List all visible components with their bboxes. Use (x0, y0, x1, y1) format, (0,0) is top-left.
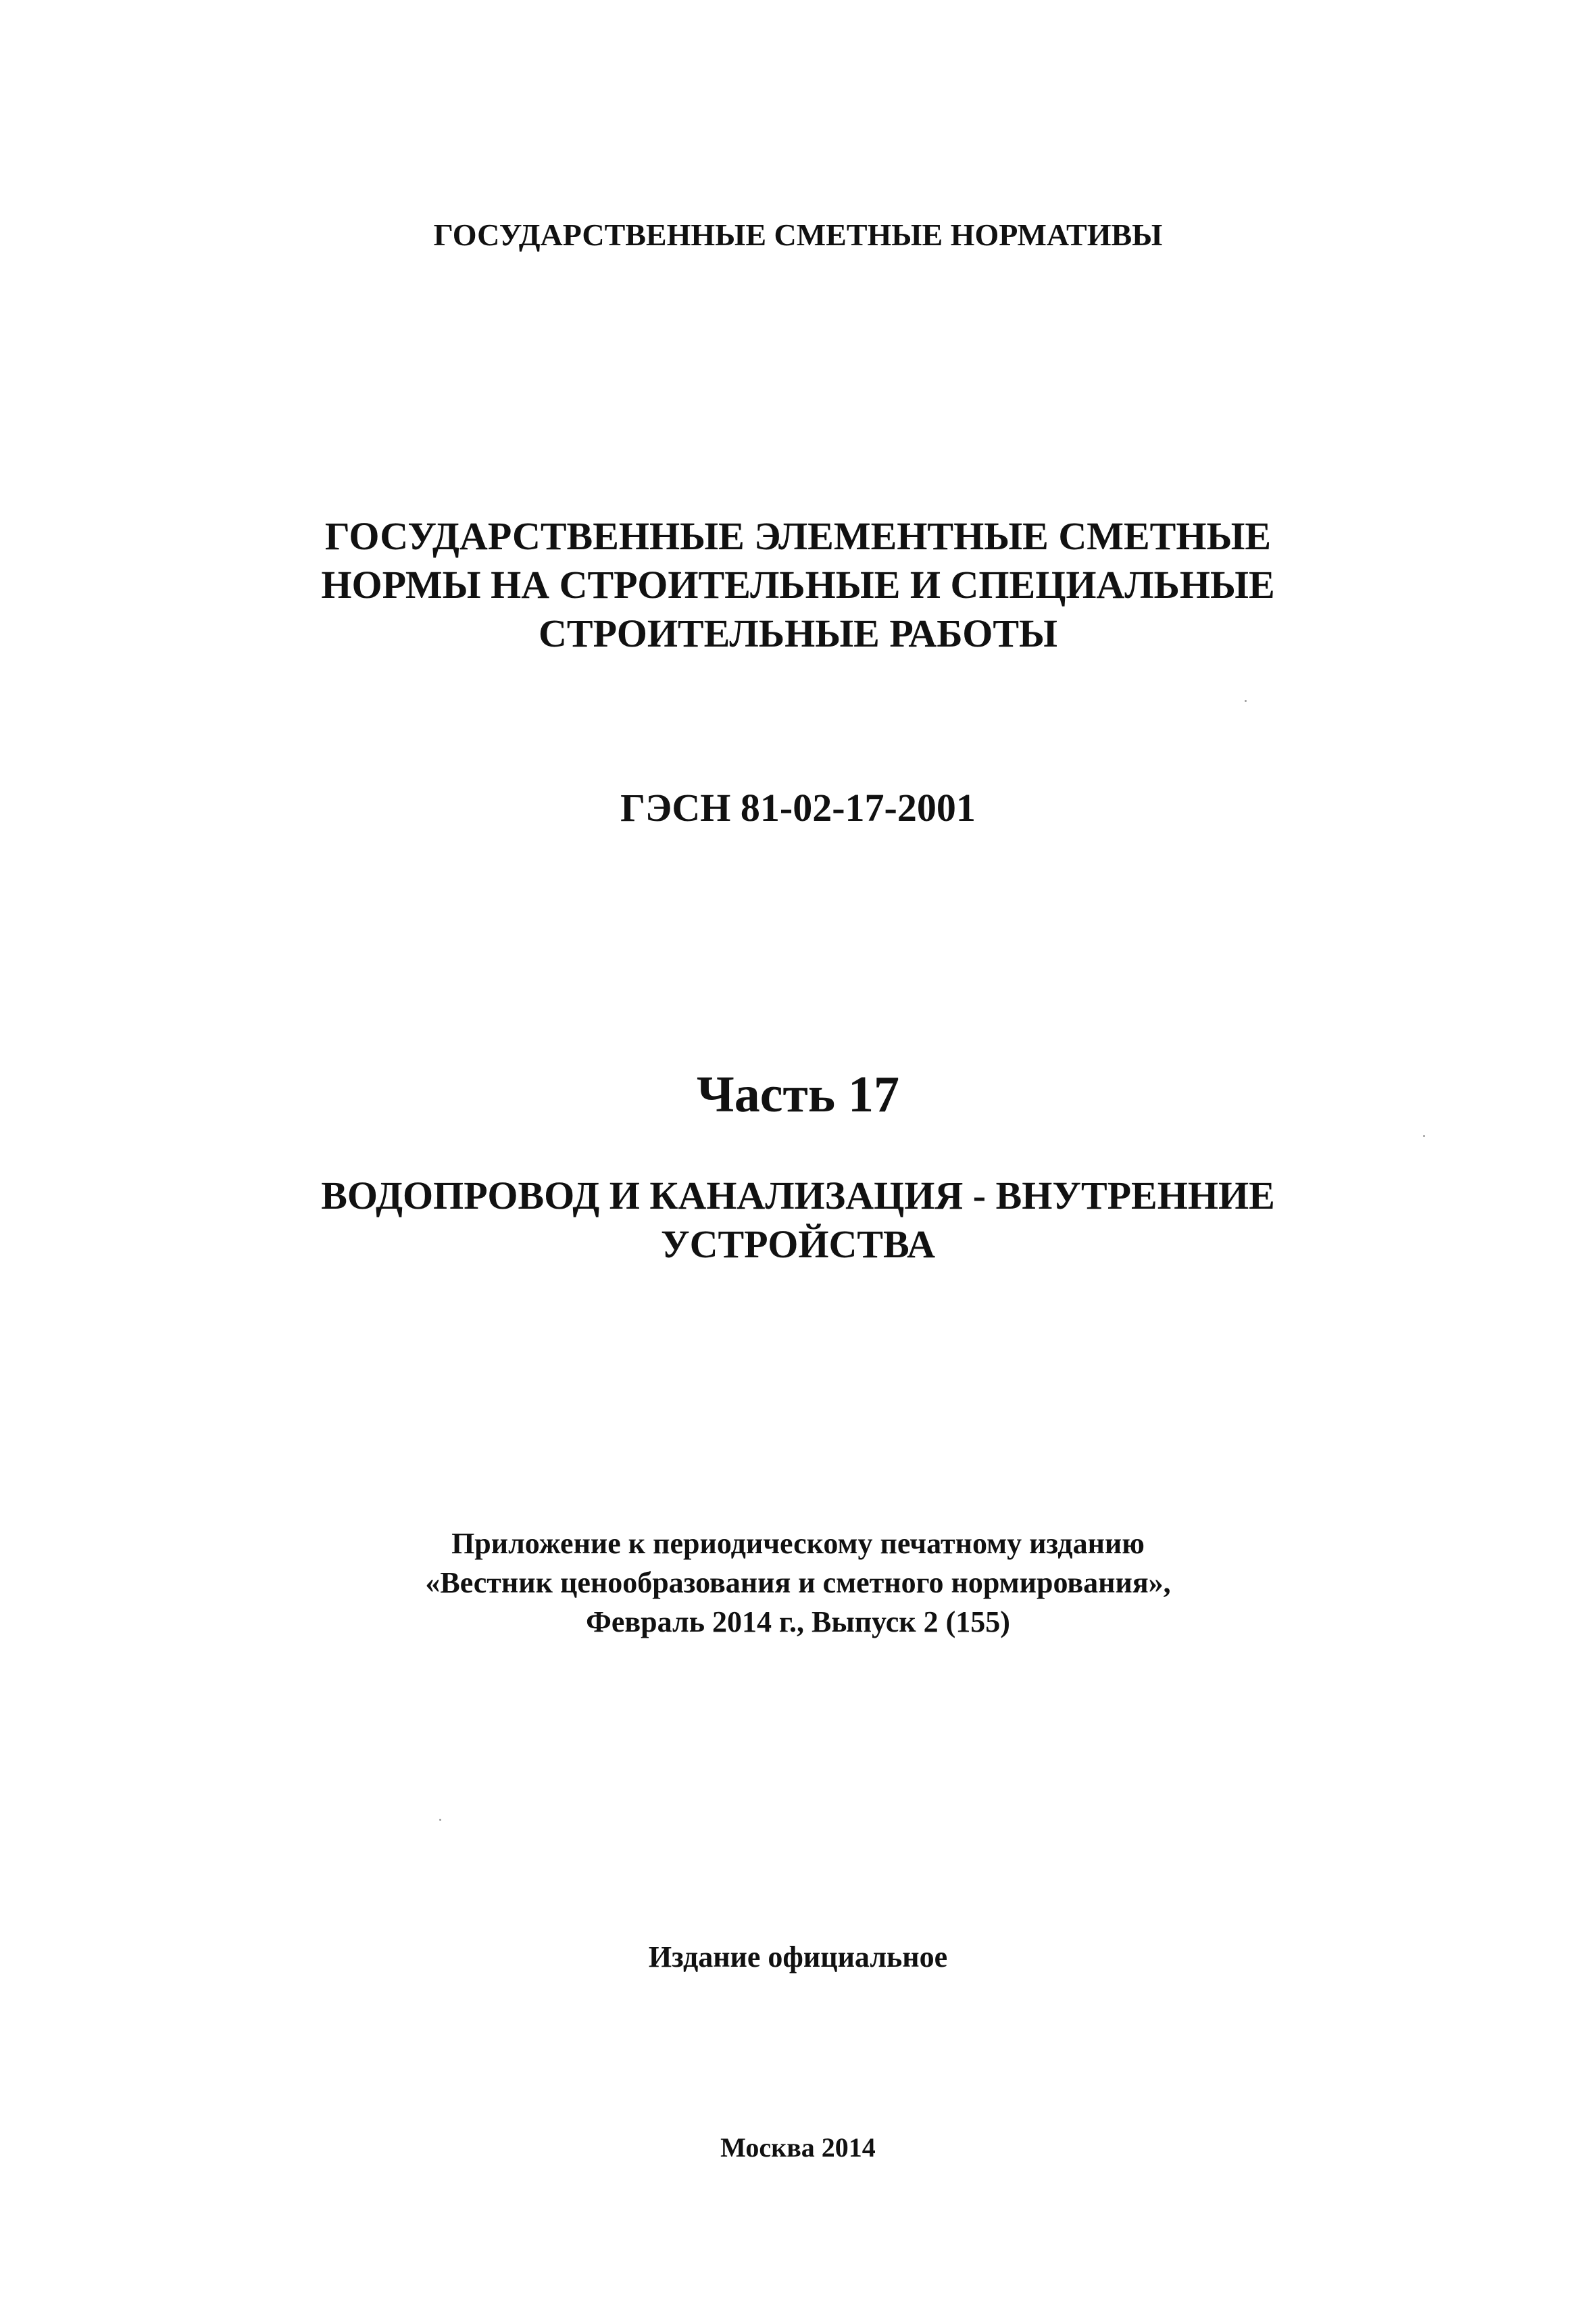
scan-speck (1423, 1135, 1425, 1137)
document-code-text: ГЭСН 81-02-17-2001 (620, 786, 976, 830)
scan-speck (1245, 700, 1247, 702)
part-label (0, 1063, 1596, 1126)
edition-text: Издание официальное (648, 1940, 948, 1973)
appendix-note (0, 1524, 1596, 1642)
header-top (0, 215, 1596, 255)
appendix-line-1: Приложение к периодическому печатному изданию (451, 1527, 1145, 1560)
part-title-line-2: УСТРОЙСТВА (661, 1222, 935, 1266)
main-title-line-2: НОРМЫ НА СТРОИТЕЛЬНЫЕ И СПЕЦИАЛЬНЫЕ (321, 563, 1275, 607)
scan-speck (439, 1819, 441, 1821)
appendix-line-3: Февраль 2014 г., Выпуск 2 (155) (586, 1605, 1010, 1638)
document-code (0, 784, 1596, 832)
main-title-line-3: СТРОИТЕЛЬНЫЕ РАБОТЫ (539, 611, 1057, 655)
part-title-line-1: ВОДОПРОВОД И КАНАЛИЗАЦИЯ - ВНУТРЕННИЕ (321, 1174, 1275, 1217)
main-title (0, 512, 1596, 658)
city-year-text: Москва 2014 (720, 2132, 876, 2163)
header-top-text: ГОСУДАРСТВЕННЫЕ СМЕТНЫЕ НОРМАТИВЫ (433, 218, 1163, 252)
edition-note (0, 1938, 1596, 1977)
part-title (0, 1172, 1596, 1269)
city-year (0, 2130, 1596, 2166)
part-label-text: Часть 17 (696, 1066, 900, 1123)
main-title-line-1: ГОСУДАРСТВЕННЫЕ ЭЛЕМЕНТНЫЕ СМЕТНЫЕ (324, 514, 1272, 558)
appendix-line-2: «Вестник ценообразования и сметного нормирования», (425, 1566, 1171, 1599)
